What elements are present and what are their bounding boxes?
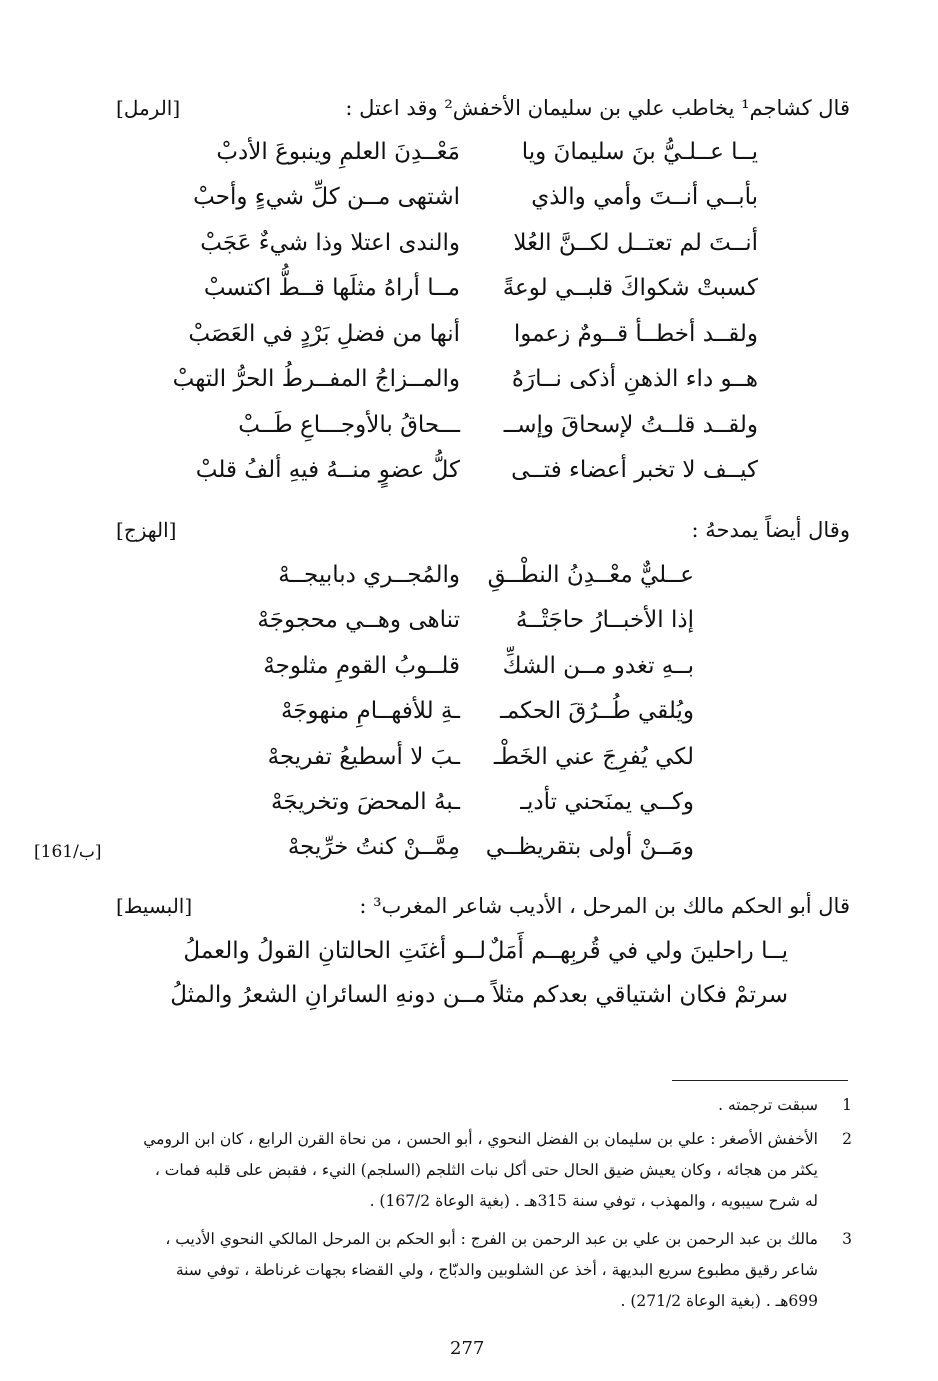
verse-left: مــن دونهِ السائرانِ الشعرُ والمثلُ bbox=[170, 982, 486, 1008]
verse-right: يــا عــلـيُّ بنَ سليمانَ ويا bbox=[521, 139, 758, 165]
verse-right: كيــف لا تخبر أعضاء فتــى bbox=[511, 457, 758, 483]
verse-left: قلــوبُ القومِ مثلوجهْ bbox=[263, 653, 460, 679]
footnote-number: 3 bbox=[842, 1230, 852, 1248]
footnote-number: 1 bbox=[842, 1096, 852, 1114]
verse-right: ويُلقي طُــرُقَ الحكمـ bbox=[500, 698, 694, 724]
verse-right: كسبتْ شكواكَ قلبــي لوعةً bbox=[502, 275, 758, 301]
verse-left: أنها من فضلِ بَرْدٍ في العَصَبْ bbox=[188, 321, 460, 347]
verse-right: أنــتَ لم تعتــل لكــنَّ العُلا bbox=[513, 230, 758, 256]
verse-right: ولقــد قلــتُ لإسحاقَ وإســ bbox=[503, 412, 758, 438]
footnote-line: الأخفش الأصغر : علي بن سليمان بن الفضل النحوي ، أبو الحسن ، من نحاة القرن الرابع ، كان ابن الرومي bbox=[143, 1130, 818, 1148]
verse-right: سرتمْ فكان اشتياقي بعدكم مثلاً bbox=[491, 982, 788, 1008]
verse-right: وكــي يمنَحني تأديـ bbox=[520, 789, 694, 815]
verse-left: اشتهى مــن كلِّ شيءٍ وأحبْ bbox=[193, 184, 460, 210]
footnote-line: شاعر رقيق مطبوع سريع البديهة ، أخذ عن الشلوبين والدبّاج ، ولي القضاء بجهات غرناطة ، توفي سنة bbox=[175, 1261, 818, 1279]
section-1-meter: [الرمل] bbox=[116, 96, 181, 120]
footnote-separator bbox=[672, 1080, 848, 1081]
verse-left: كلُّ عضوٍ منــهُ فيهِ ألفُ قلبْ bbox=[195, 457, 460, 483]
verse-left: مِمَّــنْ كنتُ خرِّيجهْ bbox=[287, 834, 460, 860]
verse-right: إذا الأخبــارُ حاجَتْــهُ bbox=[515, 607, 694, 633]
page-number: 277 bbox=[450, 1338, 485, 1359]
verse-left: لــو أغنَتِ الحالتانِ القولُ والعملُ bbox=[183, 938, 486, 964]
verse-right: عــليٌّ معْــدِنُ النطْــقِ bbox=[487, 562, 694, 588]
footnote-line: 699هـ . (بغية الوعاة 271/2) . bbox=[620, 1292, 818, 1310]
verse-left: مــا أراهُ مثلَها قــطُّ اكتسبْ bbox=[203, 275, 460, 301]
verse-left: والمــزاجُ المفــرطُ الحرُّ التهبْ bbox=[172, 366, 460, 392]
footnote-line: مالك بن عبد الرحمن بن علي بن عبد الرحمن بن الفرج : أبو الحكم بن المرحل المالكي النحوي الأديب ، bbox=[165, 1230, 818, 1248]
verse-right: بــهِ تغدو مــن الشكِّ bbox=[502, 653, 694, 679]
verse-right: بأبــي أنــتَ وأمي والذي bbox=[531, 184, 758, 210]
verse-left: ـبَ لا أسطيعُ تفريجهْ bbox=[267, 744, 460, 770]
footnote-line: يكثر من هجائه ، وكان يعيش ضيق الحال حتى أكل نبات الثلجم (السلجم) النيء ، فقبض على قلبه فمات ، bbox=[154, 1161, 818, 1179]
verse-left: والمُجــري دبابيجــهْ bbox=[278, 562, 460, 588]
folio-marker: [161/ب] bbox=[34, 842, 102, 862]
verse-left: تناهى وهــي محجوجَهْ bbox=[257, 607, 460, 633]
verse-left: والندى اعتلا وذا شيءٌ عَجَبْ bbox=[200, 230, 460, 256]
section-3-meter: [البسيط] bbox=[116, 894, 193, 918]
verse-right: هــو داء الذهنِ أذكى نــارَهُ bbox=[511, 366, 758, 392]
footnote-line: له شرح سيبويه ، والمهذب ، توفي سنة 315هـ . (بغية الوعاة 167/2) . bbox=[369, 1192, 818, 1210]
footnote-number: 2 bbox=[842, 1130, 852, 1148]
verse-left: مَعْــدِنَ العلمِ وينبوعَ الأدبْ bbox=[216, 139, 460, 165]
section-2-intro: وقال أيضاً يمدحهُ : bbox=[691, 518, 850, 542]
verse-left: ـةِ للأفهــامِ منهوجَهْ bbox=[280, 698, 460, 724]
verse-right: ولقــد أخطــأ قــومٌ زعموا bbox=[513, 321, 758, 347]
verse-right: يــا راحلينَ ولي في قُربِهــم أَمَلٌ bbox=[487, 938, 788, 964]
section-3-intro: قال أبو الحكم مالك بن المرحل ، الأديب شاعر المغرب³ : bbox=[359, 894, 850, 918]
footnote-line: سبقت ترجمته . bbox=[718, 1096, 818, 1114]
verse-left: ـــحاقُ بالأوجـــاعِ طَــبْ bbox=[238, 412, 460, 438]
verse-left: ـبهُ المحضَ وتخريجَهْ bbox=[271, 789, 460, 815]
verse-right: لكي يُفرِجَ عني الخَطْـ bbox=[493, 744, 694, 770]
verse-right: ومَــنْ أولى بتقريظــي bbox=[485, 834, 694, 860]
section-1-intro: قال كشاجم¹ يخاطب علي بن سليمان الأخفش² وقد اعتل : bbox=[345, 96, 850, 120]
section-2-meter: [الهزج] bbox=[116, 518, 177, 542]
